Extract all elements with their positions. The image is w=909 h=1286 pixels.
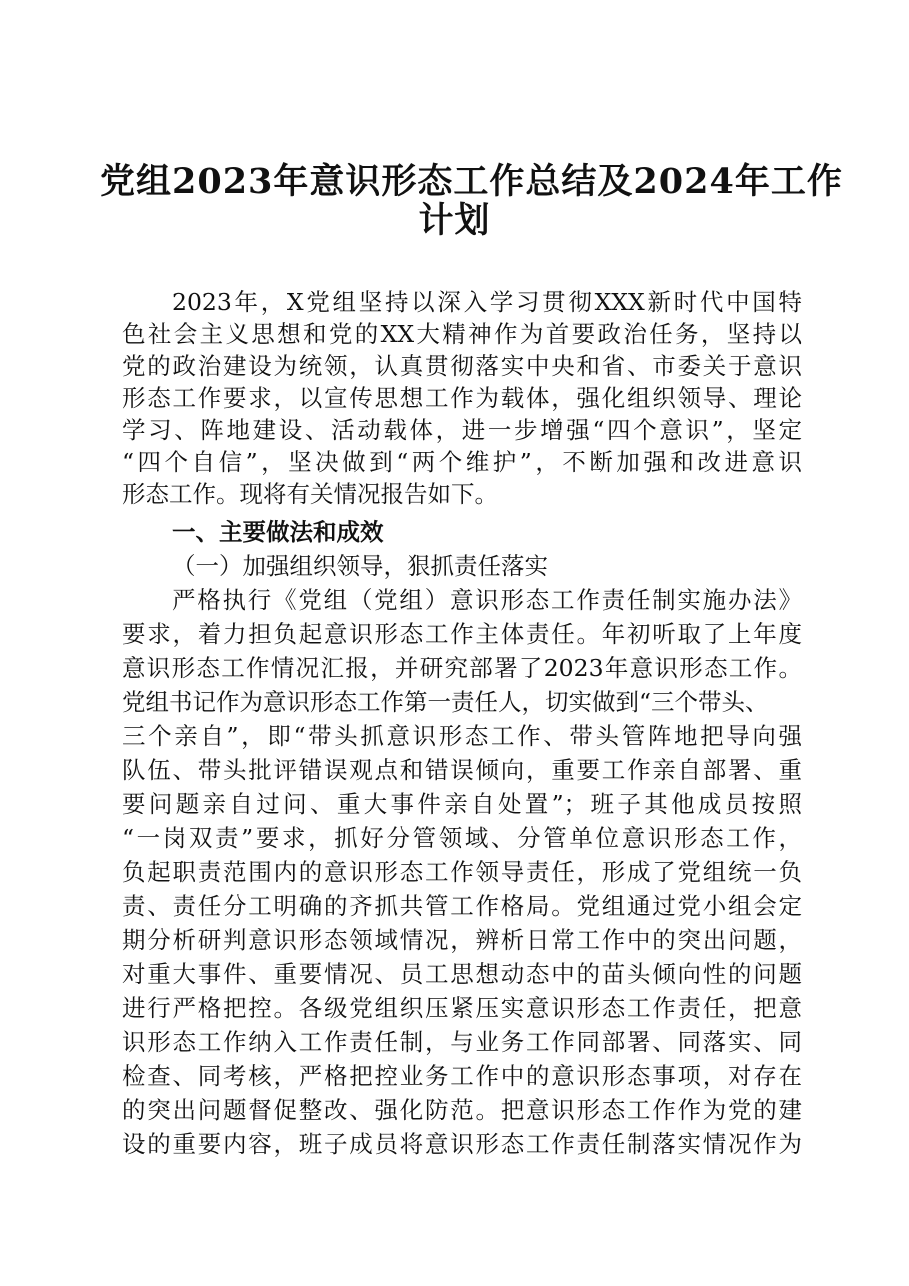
paragraph-line: 设的重要内容，班子成员将意识形态工作责任制落实情况作为 — [122, 1130, 802, 1158]
paragraph-line: 形态工作。现将有关情况报告如下。 — [122, 480, 498, 508]
paragraph-line: 学习、阵地建设、活动载体，进一步增强“四个意识”，坚定 — [122, 416, 802, 444]
paragraph-line: 2023年，X党组坚持以深入学习贯彻XXX新时代中国特 — [172, 288, 802, 316]
paragraph-line: 党组书记作为意识形态工作第一责任人，切实做到“三个带头、 — [122, 688, 769, 716]
paragraph-line: 责、责任分工明确的齐抓共管工作格局。党组通过党小组会定 — [122, 892, 802, 920]
paragraph-line: 三个亲自”，即“带头抓意识形态工作、带头管阵地把导向强 — [122, 722, 802, 750]
document-title-line-1: 党组2023年意识形态工作总结及2024年工作 — [100, 161, 843, 202]
paragraph-line: “四个自信”，坚决做到“两个维护”，不断加强和改进意识 — [122, 448, 802, 476]
paragraph-line: 严格执行《党组（党组）意识形态工作责任制实施办法》 — [172, 586, 802, 614]
paragraph-line: 党的政治建设为统领，认真贯彻落实中央和省、市委关于意识 — [122, 352, 802, 380]
paragraph-line: “一岗双责”要求，抓好分管领域、分管单位意识形态工作， — [122, 824, 802, 852]
paragraph-line: 进行严格把控。各级党组织压紧压实意识形态工作责任，把意 — [122, 994, 802, 1022]
paragraph-line: 要问题亲自过问、重大事件亲自处置”；班子其他成员按照 — [122, 790, 802, 818]
paragraph-line: 负起职责范围内的意识形态工作领导责任，形成了党组统一负 — [122, 858, 802, 886]
paragraph-line: 的突出问题督促整改、强化防范。把意识形态工作作为党的建 — [122, 1096, 802, 1124]
paragraph-line: 检查、同考核，严格把控业务工作中的意识形态事项，对存在 — [122, 1062, 802, 1090]
paragraph-line: 队伍、带头批评错误观点和错误倾向，重要工作亲自部署、重 — [122, 756, 802, 784]
section-heading: 一、主要做法和成效 — [172, 518, 384, 546]
paragraph-line: 要求，着力担负起意识形态工作主体责任。年初听取了上年度 — [122, 620, 802, 648]
subsection-heading: （一）加强组织领导，狠抓责任落实 — [172, 552, 548, 580]
paragraph-line: 色社会主义思想和党的XX大精神作为首要政治任务，坚持以 — [122, 320, 802, 348]
document-title-line-2: 计划 — [418, 200, 491, 241]
paragraph-line: 意识形态工作情况汇报，并研究部署了2023年意识形态工作。 — [122, 654, 802, 682]
paragraph-line: 形态工作要求，以宣传思想工作为载体，强化组织领导、理论 — [122, 384, 802, 412]
paragraph-line: 期分析研判意识形态领域情况，辨析日常工作中的突出问题， — [122, 926, 802, 954]
paragraph-line: 识形态工作纳入工作责任制，与业务工作同部署、同落实、同 — [122, 1028, 802, 1056]
paragraph-line: 对重大事件、重要情况、员工思想动态中的苗头倾向性的问题 — [122, 960, 802, 988]
